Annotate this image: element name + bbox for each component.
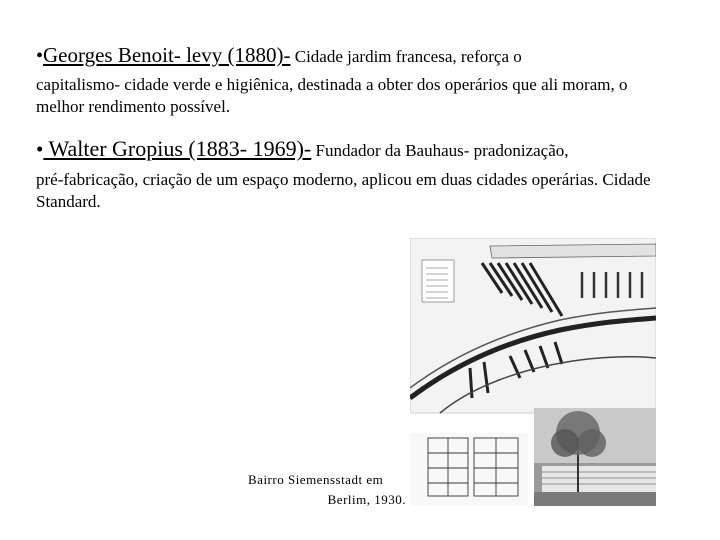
siemensstadt-figure [410, 238, 656, 506]
caption-line: Berlim, 1930. [327, 492, 406, 507]
figure-caption [248, 470, 406, 510]
bullet: • [36, 45, 44, 67]
lead-text: Fundador da Bauhaus- pradonização, [311, 141, 569, 160]
paragraph-lead [36, 42, 676, 70]
paragraph-lead [36, 135, 676, 165]
paragraph-body: pré-fabricação, criação de um espaço moderno, aplicou em duas cidades operárias. Cidade Standard. [36, 170, 651, 211]
paragraph-benoit-levy [36, 42, 676, 118]
caption-line: Bairro Siemensstadt em [248, 472, 384, 487]
bullet: • [36, 137, 44, 161]
paragraph-body: capitalismo- cidade verde e higiênica, destinada a obter dos operários que ali moram, o melhor rendimento possível. [36, 75, 628, 116]
siemensstadt-plan-image [410, 238, 656, 506]
person-name: Georges Benoit- levy (1880)- [43, 43, 291, 67]
paragraph-gropius [36, 135, 676, 213]
lead-text: Cidade jardim francesa, reforça o [290, 47, 522, 66]
person-name: Walter Gropius (1883- 1969)- [43, 136, 312, 161]
